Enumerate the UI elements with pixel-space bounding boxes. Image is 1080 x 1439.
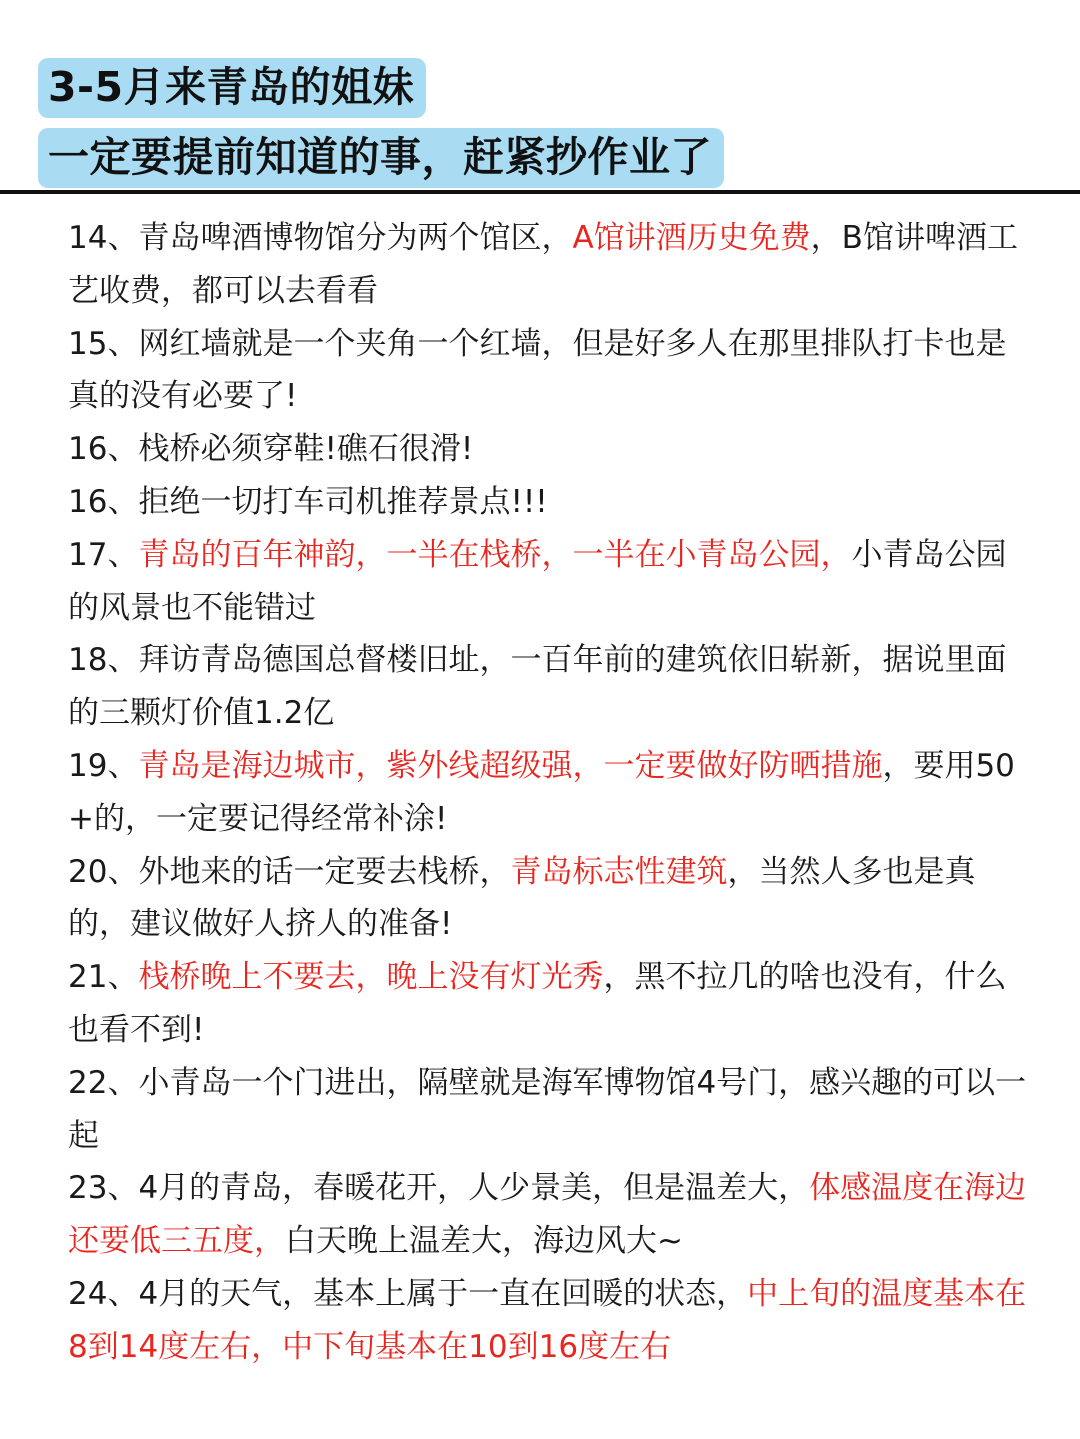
tip-text: 23、4月的青岛，春暖花开，人少景美，但是温差大， xyxy=(68,1170,810,1207)
tip-text: 16、栈桥必须穿鞋!礁石很滑! xyxy=(68,431,474,468)
tip-item xyxy=(68,212,1028,318)
tip-item xyxy=(68,1268,1028,1374)
tip-text: 20、外地来的话一定要去栈桥， xyxy=(68,853,511,890)
tip-item xyxy=(68,951,1028,1057)
tip-highlight-text: 栈桥晚上不要去，晚上没有灯光秀 xyxy=(138,959,604,996)
tip-item xyxy=(68,476,1028,529)
tip-text: 22、小青岛一个门进出，隔壁就是海军博物馆4号门，感兴趣的可以一起 xyxy=(68,1064,1027,1154)
title-divider xyxy=(0,190,1080,194)
tips-list xyxy=(68,212,1028,1374)
page-title-line-2: 一定要提前知道的事，赶紧抄作业了 xyxy=(38,128,724,188)
tip-highlight-text: 中上旬的温度基本在8到14度左右，中下旬基本在10到16度左右 xyxy=(68,1275,1027,1365)
tip-item xyxy=(68,318,1028,424)
tip-highlight-text: 青岛标志性建筑 xyxy=(510,853,728,890)
tip-text: ，黑不拉几的啥也没有，什么也看不到! xyxy=(68,959,1007,1048)
page-title-line-1: 3-5月来青岛的姐妹 xyxy=(38,58,426,118)
tip-item xyxy=(68,529,1028,635)
tip-text: 白天晚上温差大，海边风大~ xyxy=(285,1223,683,1260)
title-block xyxy=(38,58,1038,188)
tip-item xyxy=(68,740,1028,846)
tip-text: ，当然人多也是真的，建议做好人挤人的准备! xyxy=(68,853,976,943)
tip-text: 16、拒绝一切打车司机推荐景点!!! xyxy=(68,483,548,520)
tip-text: 小青岛公园的风景也不能错过 xyxy=(68,536,1007,626)
tip-text: 18、拜访青岛德国总督楼旧址，一百年前的建筑依旧崭新，据说里面的三颗灯价值1.2亿 xyxy=(68,642,1007,732)
tip-text: ，要用50+的，一定要记得经常补涂! xyxy=(68,747,1015,837)
tip-item xyxy=(68,846,1028,952)
tip-text: 19、 xyxy=(68,747,139,784)
tip-item xyxy=(68,1057,1028,1163)
tip-highlight-text: 青岛是海边城市，紫外线超级强，一定要做好防晒措施 xyxy=(138,747,883,784)
tip-text: ，B馆讲啤酒工艺收费，都可以去看看 xyxy=(68,220,1018,309)
tip-text: 14、青岛啤酒博物馆分为两个馆区， xyxy=(68,220,573,256)
tip-highlight-text: A馆讲酒历史免费 xyxy=(572,220,811,256)
tip-highlight-text: 体感温度在海边还要低三五度， xyxy=(68,1170,1027,1260)
tip-item xyxy=(68,423,1028,476)
tip-item xyxy=(68,1162,1028,1268)
tip-text: 17、 xyxy=(68,536,139,573)
tip-highlight-text: 青岛的百年神韵，一半在栈桥，一半在小青岛公园， xyxy=(138,536,852,573)
tip-item xyxy=(68,634,1028,740)
tip-text: 21、 xyxy=(68,959,139,996)
tip-text: 24、4月的天气，基本上属于一直在回暖的状态， xyxy=(68,1275,748,1312)
tip-text: 15、网红墙就是一个夹角一个红墙，但是好多人在那里排队打卡也是真的没有必要了! xyxy=(68,325,1007,415)
